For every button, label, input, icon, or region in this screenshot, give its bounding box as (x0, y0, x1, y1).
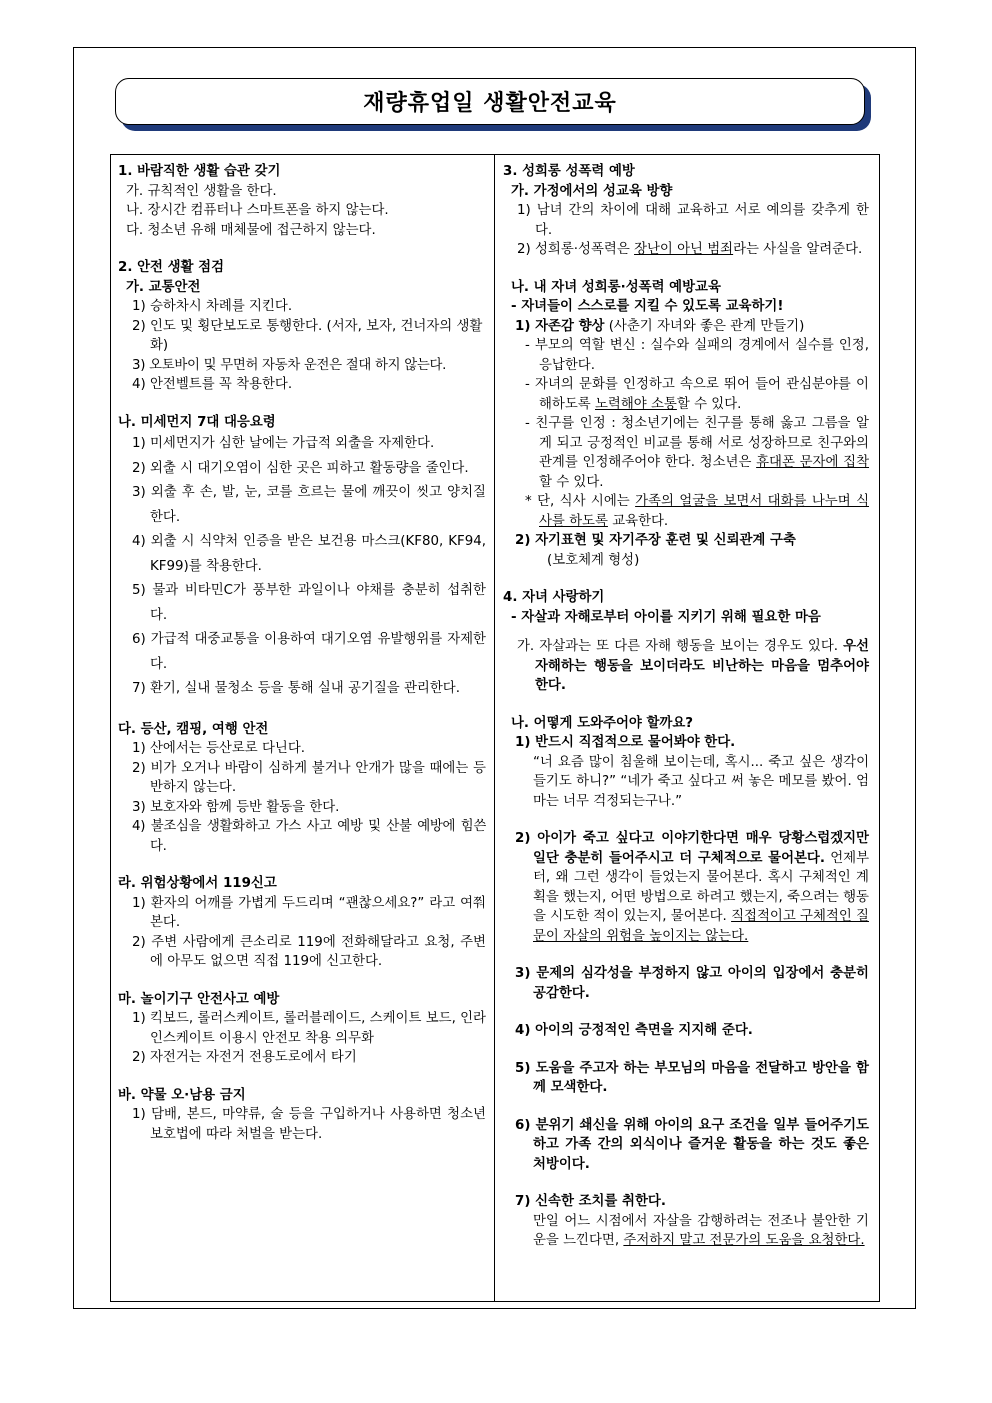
text-part: 교육한다. (607, 513, 669, 529)
list-item: 1) 승하차시 차례를 지킨다. (132, 299, 293, 314)
list-item: 4) 외출 시 식약처 인증을 받은 보건용 마스크(KF80, KF94, KF99)를 착용한다. (132, 534, 486, 574)
text-part: 언제부터, 왜 그런 생각이 들었는지 물어본다. 혹시 구체적인 계획을 했는지, 어떤 방법으로 하려고 했는지, 죽으려는 행동을 시도한 적이 있는지, 물어본다. (533, 850, 870, 924)
subsection-heading: 가. 가정에서의 성교육 방향 (511, 183, 673, 199)
list-item: 6) 분위기 쇄신을 위해 아이의 요구 조건을 일부 들어주기도 하고 가족 간의 외식이나 즐거운 활동을 하는 것도 좋은 처방이다. (515, 1117, 869, 1172)
list-item: 3) 외출 후 손, 발, 눈, 코를 흐르는 물에 깨끗이 씻고 양치질 한다. (132, 485, 486, 525)
list-item (503, 637, 869, 696)
list-item: 3) 보호자와 함께 등반 활동을 한다. (132, 799, 340, 815)
text-part: 할 수 있다. (539, 474, 604, 490)
subsection-heading: 나. 내 자녀 성희롱·성폭력 예방교육 (511, 279, 721, 295)
text-part: 만일 어느 시점에서 자살을 감행하려는 전조나 불안한 기운을 느낀다면, (533, 1213, 869, 1248)
list-item: 1) 반드시 직접적으로 물어봐야 한다. (515, 735, 736, 750)
list-item: 나. 장시간 컴퓨터나 스마트폰을 하지 않는다. (126, 203, 389, 218)
bold-text: 우선 자해하는 행동을 보이더라도 비난하는 마음을 멈추어야 한다. (535, 639, 869, 693)
right-column (503, 162, 869, 1251)
list-item: 1) 산에서는 등산로로 다닌다. (132, 741, 306, 756)
subsection-note: - 자녀들이 스스로를 지킬 수 있도록 교육하기! (511, 299, 784, 314)
list-item: 2) 자기표현 및 자기주장 훈련 및 신뢰관계 구축 (515, 533, 796, 548)
section-heading: 4. 자녀 사랑하기 (503, 590, 605, 605)
list-item: 1) 미세먼지가 심한 날에는 가급적 외출을 자제한다. (132, 436, 435, 451)
underlined-text: 가족의 얼굴을 보면서 대화를 나누며 식사를 하도록 (539, 494, 869, 529)
subsection-heading: 다. 등산, 캠핑, 여행 안전 (118, 721, 269, 737)
list-item: 4) 안전벨트를 꼭 착용한다. (132, 377, 293, 392)
list-item: 2) 주변 사람에게 큰소리로 119에 전화해달라고 요청, 주변에 아무도 없으면 직접 119에 신고한다. (132, 934, 486, 969)
list-item: 7) 환기, 실내 물청소 등을 통해 실내 공기질을 관리한다. (132, 681, 460, 696)
text-part: - 자녀의 문화를 인정하고 속으로 뛰어 들어 관심분야를 이해하도록 (525, 377, 869, 412)
title-box (115, 78, 865, 125)
list-item: 5) 도움을 주고자 하는 부모님의 마음을 전달하고 방안을 함께 모색한다. (515, 1060, 869, 1095)
list-item (503, 317, 869, 337)
left-column (118, 162, 486, 1144)
page-title: 재량휴업일 생활안전교육 (363, 91, 617, 116)
subsection-heading: 마. 놀이기구 안전사고 예방 (118, 991, 280, 1007)
bold-text: 2) 아이가 죽고 싶다고 이야기한다면 매우 당황스럽겠지만 일단 충분히 들어주시고 더 구체적으로 물어본다. (515, 831, 869, 866)
list-item: 1) 담배, 본드, 마약류, 술 등을 구입하거나 사용하면 청소년 보호법에 따라 처벌을 받는다. (132, 1107, 486, 1142)
list-item: 1) 킥보드, 롤러스케이트, 롤러블레이드, 스케이트 보드, 인라인스케이트 이용시 안전모 착용 의무화 (132, 1011, 486, 1046)
underlined-text: 직접적이고 구체적인 질문이 자살의 위험을 높이지는 않는다. (533, 909, 869, 944)
subsection-heading: 나. 미세먼지 7대 대응요령 (118, 414, 276, 430)
subsection-note: - 자살과 자해로부터 아이를 지키기 위해 필요한 마음 (511, 609, 821, 625)
list-item: 3) 오토바이 및 무면허 자동차 운전은 절대 하지 않는다. (132, 357, 447, 373)
text-part: 할 수 있다. (676, 396, 742, 412)
list-item (503, 492, 869, 531)
section-heading: 1. 바람직한 생활 습관 갖기 (118, 164, 281, 179)
section-heading: 2. 안전 생활 점검 (118, 260, 225, 275)
list-item (503, 414, 869, 492)
list-item: 2) 외출 시 대기오염이 심한 곳은 피하고 활동량을 줄인다. (132, 460, 469, 476)
text-part: 라는 사실을 알려준다. (733, 242, 863, 257)
list-item: 7) 신속한 조치를 취한다. (515, 1194, 666, 1209)
list-item: 1) 남녀 간의 차이에 대해 교육하고 서로 예의를 갖추게 한다. (517, 203, 869, 238)
bold-text: 1) 자존감 향상 (515, 318, 605, 334)
subsection-heading: 라. 위험상황에서 119신고 (118, 876, 277, 891)
list-item: - 부모의 역할 변신 : 실수와 실패의 경계에서 실수를 인정, 응납한다. (525, 338, 869, 373)
list-item: 2) 자전거는 자전거 전용도로에서 타기 (132, 1050, 357, 1065)
text-part: 2) 성희롱·성폭력은 (517, 242, 635, 257)
subsection-heading: 가. 교통안전 (126, 279, 201, 295)
list-item (503, 240, 869, 260)
section-heading: 3. 성희롱 성폭력 예방 (503, 164, 635, 179)
list-item: 다. 청소년 유해 매체물에 접근하지 않는다. (126, 222, 376, 238)
list-item: 4) 불조심을 생활화하고 가스 사고 예방 및 산불 예방에 힘쓴다. (132, 819, 486, 854)
list-item: 2) 인도 및 횡단보도로 통행한다. (서자, 보자, 건너자의 생활화) (132, 318, 483, 353)
underlined-text: 주저하지 말고 전문가의 도움을 요청한다. (623, 1233, 865, 1248)
list-item (503, 375, 869, 414)
list-item: 가. 규칙적인 생활을 한다. (126, 183, 277, 199)
list-item: 4) 아이의 긍정적인 측면을 지지해 준다. (515, 1023, 753, 1038)
text-part: 가. 자살과는 또 다른 자해 행동을 보이는 경우도 있다. (517, 639, 844, 654)
list-item: 1) 환자의 어깨를 가볍게 두드리며 “괜찮으세요?” 라고 여쭤본다. (132, 895, 486, 930)
list-item: 6) 가급적 대중교통을 이용하여 대기오염 유발행위를 자제한다. (132, 632, 486, 672)
underlined-text: 장난이 아닌 범죄 (634, 242, 734, 257)
list-item: 5) 물과 비타민C가 풍부한 과일이나 야채를 충분히 섭취한다. (132, 583, 486, 623)
text-part: (사춘기 자녀와 좋은 관계 만들기) (604, 318, 805, 334)
subsection-heading: 바. 약물 오·남용 금지 (118, 1087, 246, 1103)
list-item-note: (보호체계 형성) (547, 552, 640, 568)
subsection-heading: 나. 어떻게 도와주어야 할까요? (511, 715, 694, 731)
list-item-text: “너 요즘 많이 침울해 보이는데, 혹시... 죽고 싶은 생각이 들기도 하니?” “네가 죽고 싶다고 써 놓은 메모를 봤어. 엄마는 너무 걱정되는구나.” (533, 754, 869, 809)
list-item (503, 829, 869, 946)
list-item: 3) 문제의 심각성을 부정하지 않고 아이의 입장에서 충분히 공감한다. (515, 966, 869, 1001)
column-divider (494, 154, 495, 1302)
underlined-text: 노력해야 소통 (595, 396, 677, 412)
text-part: - 친구를 인정 : 청소년기에는 친구를 통해 옳고 그름을 알게 되고 긍정적인 비교를 통해 서로 성장하므로 친구와의 관계를 인정해주어야 한다. 청소년은 (525, 416, 869, 470)
list-item: 2) 비가 오거나 바람이 심하게 불거나 안개가 많을 때에는 등반하지 않는다. (132, 760, 486, 795)
list-item-text (503, 1212, 869, 1251)
text-part: * 단, 식사 시에는 (525, 494, 636, 509)
underlined-text: 휴대폰 문자에 집착 (756, 455, 870, 470)
